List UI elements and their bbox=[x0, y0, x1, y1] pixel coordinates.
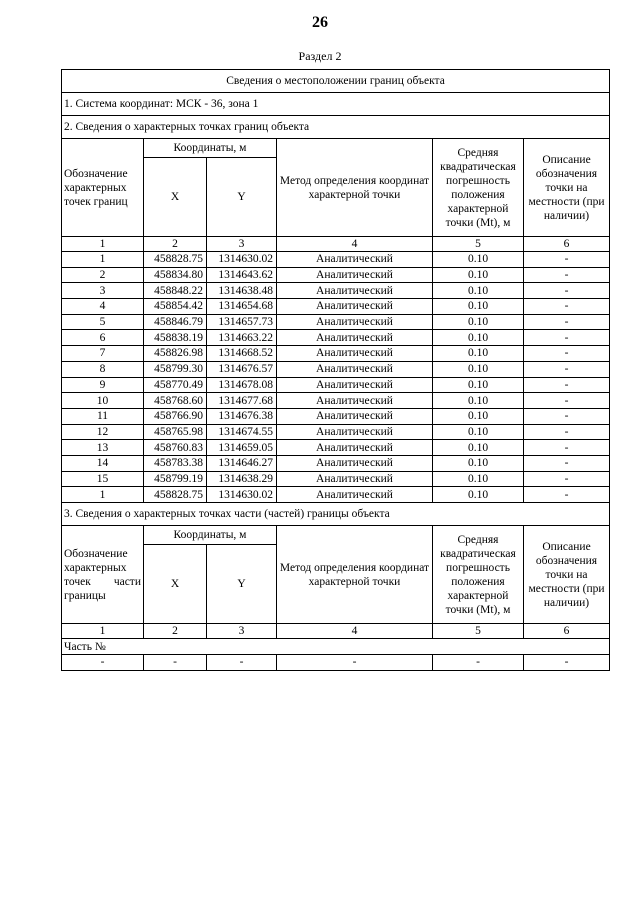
column-number: 5 bbox=[433, 237, 524, 252]
y-coordinate: 1314654.68 bbox=[207, 299, 277, 315]
table-row bbox=[62, 361, 610, 377]
header-y-part: Y bbox=[207, 545, 277, 624]
point-number: 2 bbox=[62, 267, 144, 283]
method-cell: Аналитический bbox=[277, 283, 433, 299]
y-coordinate: 1314674.55 bbox=[207, 424, 277, 440]
table-row bbox=[62, 330, 610, 346]
page-number: 26 bbox=[312, 14, 328, 31]
error-cell: 0.10 bbox=[433, 440, 524, 456]
y-coordinate: 1314676.38 bbox=[207, 408, 277, 424]
column-number: 4 bbox=[277, 237, 433, 252]
method-cell: Аналитический bbox=[277, 377, 433, 393]
table-title: Сведения о местоположении границ объекта bbox=[62, 70, 610, 93]
table-row bbox=[62, 487, 610, 503]
column-number: 1 bbox=[62, 624, 144, 639]
header-y: Y bbox=[207, 158, 277, 237]
point-number: 4 bbox=[62, 299, 144, 315]
method-cell: - bbox=[277, 655, 433, 671]
y-coordinate: 1314668.52 bbox=[207, 346, 277, 362]
description-cell: - bbox=[524, 283, 610, 299]
table-row bbox=[62, 424, 610, 440]
error-cell: 0.10 bbox=[433, 299, 524, 315]
table-row bbox=[62, 267, 610, 283]
point-number: 7 bbox=[62, 346, 144, 362]
x-coordinate: 458846.79 bbox=[144, 314, 207, 330]
header-method-part: Метод определения координат характерной точки bbox=[277, 526, 433, 624]
method-cell: Аналитический bbox=[277, 408, 433, 424]
x-coordinate: 458838.19 bbox=[144, 330, 207, 346]
error-cell: 0.10 bbox=[433, 471, 524, 487]
description-cell: - bbox=[524, 299, 610, 315]
point-number: 8 bbox=[62, 361, 144, 377]
method-cell: Аналитический bbox=[277, 455, 433, 471]
section-2-title: 2. Сведения о характерных точках границ объекта bbox=[62, 116, 610, 139]
x-coordinate: 458854.42 bbox=[144, 299, 207, 315]
y-coordinate: 1314657.73 bbox=[207, 314, 277, 330]
header-error: Средняя квадратическая погрешность положения характерной точки (Mt), м bbox=[433, 139, 524, 237]
description-cell: - bbox=[524, 655, 610, 671]
x-coordinate: 458799.19 bbox=[144, 471, 207, 487]
header-description-part: Описание обозначения точки на местности (при наличии) bbox=[524, 526, 610, 624]
description-cell: - bbox=[524, 314, 610, 330]
error-cell: 0.10 bbox=[433, 283, 524, 299]
x-coordinate: 458848.22 bbox=[144, 283, 207, 299]
x-coordinate: 458770.49 bbox=[144, 377, 207, 393]
header-description: Описание обозначения точки на местности (при наличии) bbox=[524, 139, 610, 237]
method-cell: Аналитический bbox=[277, 487, 433, 503]
y-coordinate: 1314678.08 bbox=[207, 377, 277, 393]
error-cell: 0.10 bbox=[433, 361, 524, 377]
x-coordinate: 458766.90 bbox=[144, 408, 207, 424]
error-cell: 0.10 bbox=[433, 408, 524, 424]
column-number: 6 bbox=[524, 624, 610, 639]
header-designation-part: Обозначение характерных точек части границы bbox=[62, 526, 144, 624]
y-coordinate: 1314638.29 bbox=[207, 471, 277, 487]
method-cell: Аналитический bbox=[277, 299, 433, 315]
table-row bbox=[62, 455, 610, 471]
point-number: 3 bbox=[62, 283, 144, 299]
table-row bbox=[62, 283, 610, 299]
description-cell: - bbox=[524, 267, 610, 283]
description-cell: - bbox=[524, 455, 610, 471]
header-coordinates: Координаты, м bbox=[144, 139, 277, 158]
y-coordinate: 1314630.02 bbox=[207, 487, 277, 503]
table-row bbox=[62, 440, 610, 456]
method-cell: Аналитический bbox=[277, 314, 433, 330]
y-coordinate: 1314677.68 bbox=[207, 393, 277, 409]
section-3-title: 3. Сведения о характерных точках части (частей) границы объекта bbox=[62, 503, 610, 526]
column-number: 2 bbox=[144, 624, 207, 639]
column-number: 5 bbox=[433, 624, 524, 639]
y-coordinate: - bbox=[207, 655, 277, 671]
description-cell: - bbox=[524, 377, 610, 393]
x-coordinate: 458826.98 bbox=[144, 346, 207, 362]
y-coordinate: 1314643.62 bbox=[207, 267, 277, 283]
x-coordinate: 458799.30 bbox=[144, 361, 207, 377]
boundary-table bbox=[61, 69, 610, 671]
y-coordinate: 1314663.22 bbox=[207, 330, 277, 346]
point-number: 10 bbox=[62, 393, 144, 409]
x-coordinate: 458760.83 bbox=[144, 440, 207, 456]
part-label: Часть № bbox=[62, 639, 610, 655]
x-coordinate: 458828.75 bbox=[144, 487, 207, 503]
x-coordinate: 458834.80 bbox=[144, 267, 207, 283]
column-number: 1 bbox=[62, 237, 144, 252]
point-number: 11 bbox=[62, 408, 144, 424]
table-row bbox=[62, 393, 610, 409]
method-cell: Аналитический bbox=[277, 252, 433, 268]
column-number: 2 bbox=[144, 237, 207, 252]
description-cell: - bbox=[524, 440, 610, 456]
point-number: 1 bbox=[62, 252, 144, 268]
description-cell: - bbox=[524, 471, 610, 487]
point-number: 13 bbox=[62, 440, 144, 456]
description-cell: - bbox=[524, 487, 610, 503]
method-cell: Аналитический bbox=[277, 330, 433, 346]
table-row bbox=[62, 299, 610, 315]
method-cell: Аналитический bbox=[277, 393, 433, 409]
x-coordinate: 458768.60 bbox=[144, 393, 207, 409]
header-method: Метод определения координат характерной точки bbox=[277, 139, 433, 237]
part-table-row bbox=[62, 655, 610, 671]
section-title: Раздел 2 bbox=[298, 49, 342, 63]
y-coordinate: 1314630.02 bbox=[207, 252, 277, 268]
method-cell: Аналитический bbox=[277, 346, 433, 362]
description-cell: - bbox=[524, 408, 610, 424]
header-error-part: Средняя квадратическая погрешность положения характерной точки (Mt), м bbox=[433, 526, 524, 624]
point-number: 1 bbox=[62, 487, 144, 503]
point-number: 5 bbox=[62, 314, 144, 330]
column-numbers-row bbox=[62, 237, 610, 252]
table-row bbox=[62, 314, 610, 330]
error-cell: 0.10 bbox=[433, 346, 524, 362]
column-numbers-row-part bbox=[62, 624, 610, 639]
method-cell: Аналитический bbox=[277, 440, 433, 456]
x-coordinate: 458765.98 bbox=[144, 424, 207, 440]
table-row bbox=[62, 408, 610, 424]
table-row bbox=[62, 252, 610, 268]
error-cell: 0.10 bbox=[433, 330, 524, 346]
column-number: 3 bbox=[207, 624, 277, 639]
description-cell: - bbox=[524, 361, 610, 377]
table-row bbox=[62, 471, 610, 487]
point-number: 6 bbox=[62, 330, 144, 346]
method-cell: Аналитический bbox=[277, 267, 433, 283]
header-coordinates-part: Координаты, м bbox=[144, 526, 277, 545]
header-x-part: X bbox=[144, 545, 207, 624]
header-designation: Обозначение характерных точек границ bbox=[62, 139, 144, 237]
error-cell: 0.10 bbox=[433, 314, 524, 330]
point-number: 12 bbox=[62, 424, 144, 440]
column-number: 3 bbox=[207, 237, 277, 252]
column-number: 4 bbox=[277, 624, 433, 639]
x-coordinate: 458783.38 bbox=[144, 455, 207, 471]
error-cell: 0.10 bbox=[433, 393, 524, 409]
point-number: - bbox=[62, 655, 144, 671]
point-number: 14 bbox=[62, 455, 144, 471]
error-cell: 0.10 bbox=[433, 424, 524, 440]
error-cell: 0.10 bbox=[433, 267, 524, 283]
table-row bbox=[62, 377, 610, 393]
y-coordinate: 1314638.48 bbox=[207, 283, 277, 299]
method-cell: Аналитический bbox=[277, 361, 433, 377]
column-number: 6 bbox=[524, 237, 610, 252]
error-cell: 0.10 bbox=[433, 455, 524, 471]
method-cell: Аналитический bbox=[277, 424, 433, 440]
point-number: 9 bbox=[62, 377, 144, 393]
description-cell: - bbox=[524, 252, 610, 268]
x-coordinate: - bbox=[144, 655, 207, 671]
y-coordinate: 1314659.05 bbox=[207, 440, 277, 456]
x-coordinate: 458828.75 bbox=[144, 252, 207, 268]
method-cell: Аналитический bbox=[277, 471, 433, 487]
description-cell: - bbox=[524, 424, 610, 440]
table-row bbox=[62, 346, 610, 362]
description-cell: - bbox=[524, 346, 610, 362]
coordinate-system: 1. Система координат: МСК - 36, зона 1 bbox=[62, 93, 610, 116]
error-cell: - bbox=[433, 655, 524, 671]
y-coordinate: 1314676.57 bbox=[207, 361, 277, 377]
description-cell: - bbox=[524, 330, 610, 346]
error-cell: 0.10 bbox=[433, 252, 524, 268]
error-cell: 0.10 bbox=[433, 377, 524, 393]
y-coordinate: 1314646.27 bbox=[207, 455, 277, 471]
point-number: 15 bbox=[62, 471, 144, 487]
header-x: X bbox=[144, 158, 207, 237]
error-cell: 0.10 bbox=[433, 487, 524, 503]
description-cell: - bbox=[524, 393, 610, 409]
